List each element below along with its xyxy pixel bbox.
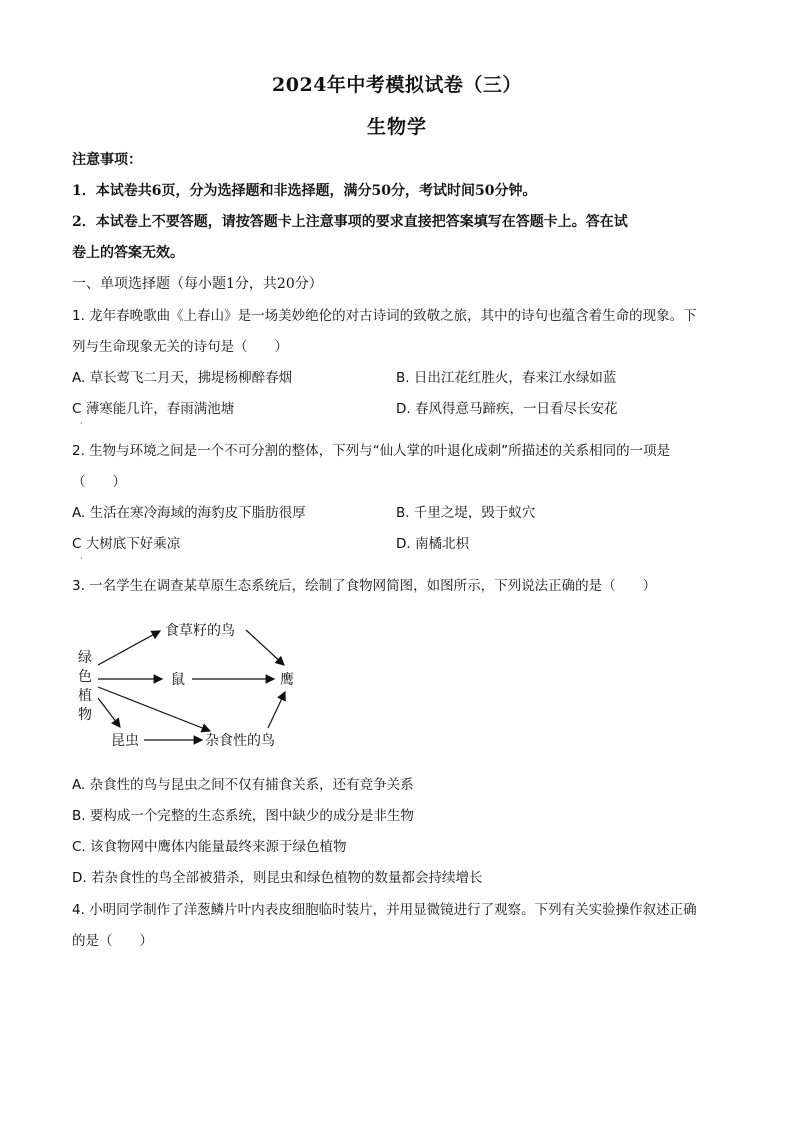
notes-heading: 注意事项： [72,152,142,168]
exam-title: 2024年中考模拟试卷（三） [272,74,522,96]
subject-title: 生物学 [366,116,427,138]
question-2-option-d[interactable]: D. 南橘北枳 [396,536,469,552]
question-3-option-d[interactable]: D. 若杂食性的鸟全部被猎杀，则昆虫和绿色植物的数量都会持续增长 [72,870,483,886]
question-1-stem-line2: 列与生命现象无关的诗句是（ ） [72,339,288,355]
section-heading: 一、单项选择题（每小题1分，共20分） [72,276,323,292]
question-3-option-c[interactable]: C. 该食物网中鹰体内能量最终来源于绿色植物 [72,839,347,855]
arrow-plant-to-omnivorous-bird [98,687,210,731]
question-2-option-c[interactable]: C 大树底下好乘凉 [72,536,181,552]
question-2-option-a[interactable]: A. 生活在寒冷海域的海豹皮下脂肪很厚 [72,505,306,521]
arrow-seed-bird-to-hawk [246,630,284,665]
arrow-omnivorous-bird-to-hawk [268,692,285,728]
node-omnivorous-bird: 杂食性的鸟 [205,733,275,749]
question-4-stem-line1: 4. 小明同学制作了洋葱鳞片叶内表皮细胞临时装片，并用显微镜进行了观察。下列有关实验操作叙述正确 [72,902,697,918]
producer-char-2: 色 [78,669,92,685]
node-insect: 昆虫 [111,733,139,749]
arrow-plant-to-seed-bird [98,631,160,665]
question-1-option-b[interactable]: B. 日出江花红胜火，春来江水绿如蓝 [396,370,617,386]
question-3-option-a[interactable]: A. 杂食性的鸟与昆虫之间不仅有捕食关系，还有竞争关系 [72,777,414,793]
arrow-plant-to-insect [98,698,120,727]
question-2-stem-line1: 2. 生物与环境之间是一个不可分割的整体，下列与“仙人掌的叶退化成刺”所描述的关系相同的一项是 [72,443,671,459]
producer-char-3: 植 [78,688,92,704]
question-1-option-a[interactable]: A. 草长莺飞二月天，拂堤杨柳醉春烟 [72,370,293,386]
question-1-option-d[interactable]: D. 春风得意马蹄疾，一日看尽长安花 [396,401,618,417]
question-3-option-b[interactable]: B. 要构成一个完整的生态系统，图中缺少的成分是非生物 [72,808,414,824]
node-seed-eating-bird: 食草籽的鸟 [165,623,235,639]
producer-char-1: 绿 [78,650,92,666]
option-c-dot-mark: · [80,419,83,428]
notes-item-2-line2: 卷上的答案无效。 [72,245,184,261]
question-1-option-c[interactable]: C 薄寒能几许，春雨满池塘 [72,401,235,417]
producer-char-4: 物 [78,707,92,723]
question-4-stem-line2: 的是（ ） [72,933,153,949]
question-2-stem-line2: （ ） [72,474,126,490]
food-web-diagram [72,610,332,760]
question-3-stem: 3. 一名学生在调查某草原生态系统后，绘制了食物网简图，如图所示，下列说法正确的是（ ） [72,578,657,594]
option-c-dot-mark: · [80,554,83,563]
notes-item-1: 1．本试卷共6页，分为选择题和非选择题，满分50分，考试时间50分钟。 [72,183,537,199]
question-1-stem-line1: 1. 龙年春晚歌曲《上春山》是一场美妙绝伦的对古诗词的致敬之旅，其中的诗句也蕴含着生命的现象。下 [72,308,697,324]
notes-item-2-line1: 2．本试卷上不要答题，请按答题卡上注意事项的要求直接把答案填写在答题卡上。答在试 [72,214,628,230]
node-hawk: 鹰 [280,672,294,688]
node-mouse: 鼠 [171,672,185,688]
question-2-option-b[interactable]: B. 千里之堤，毁于蚁穴 [396,505,536,521]
